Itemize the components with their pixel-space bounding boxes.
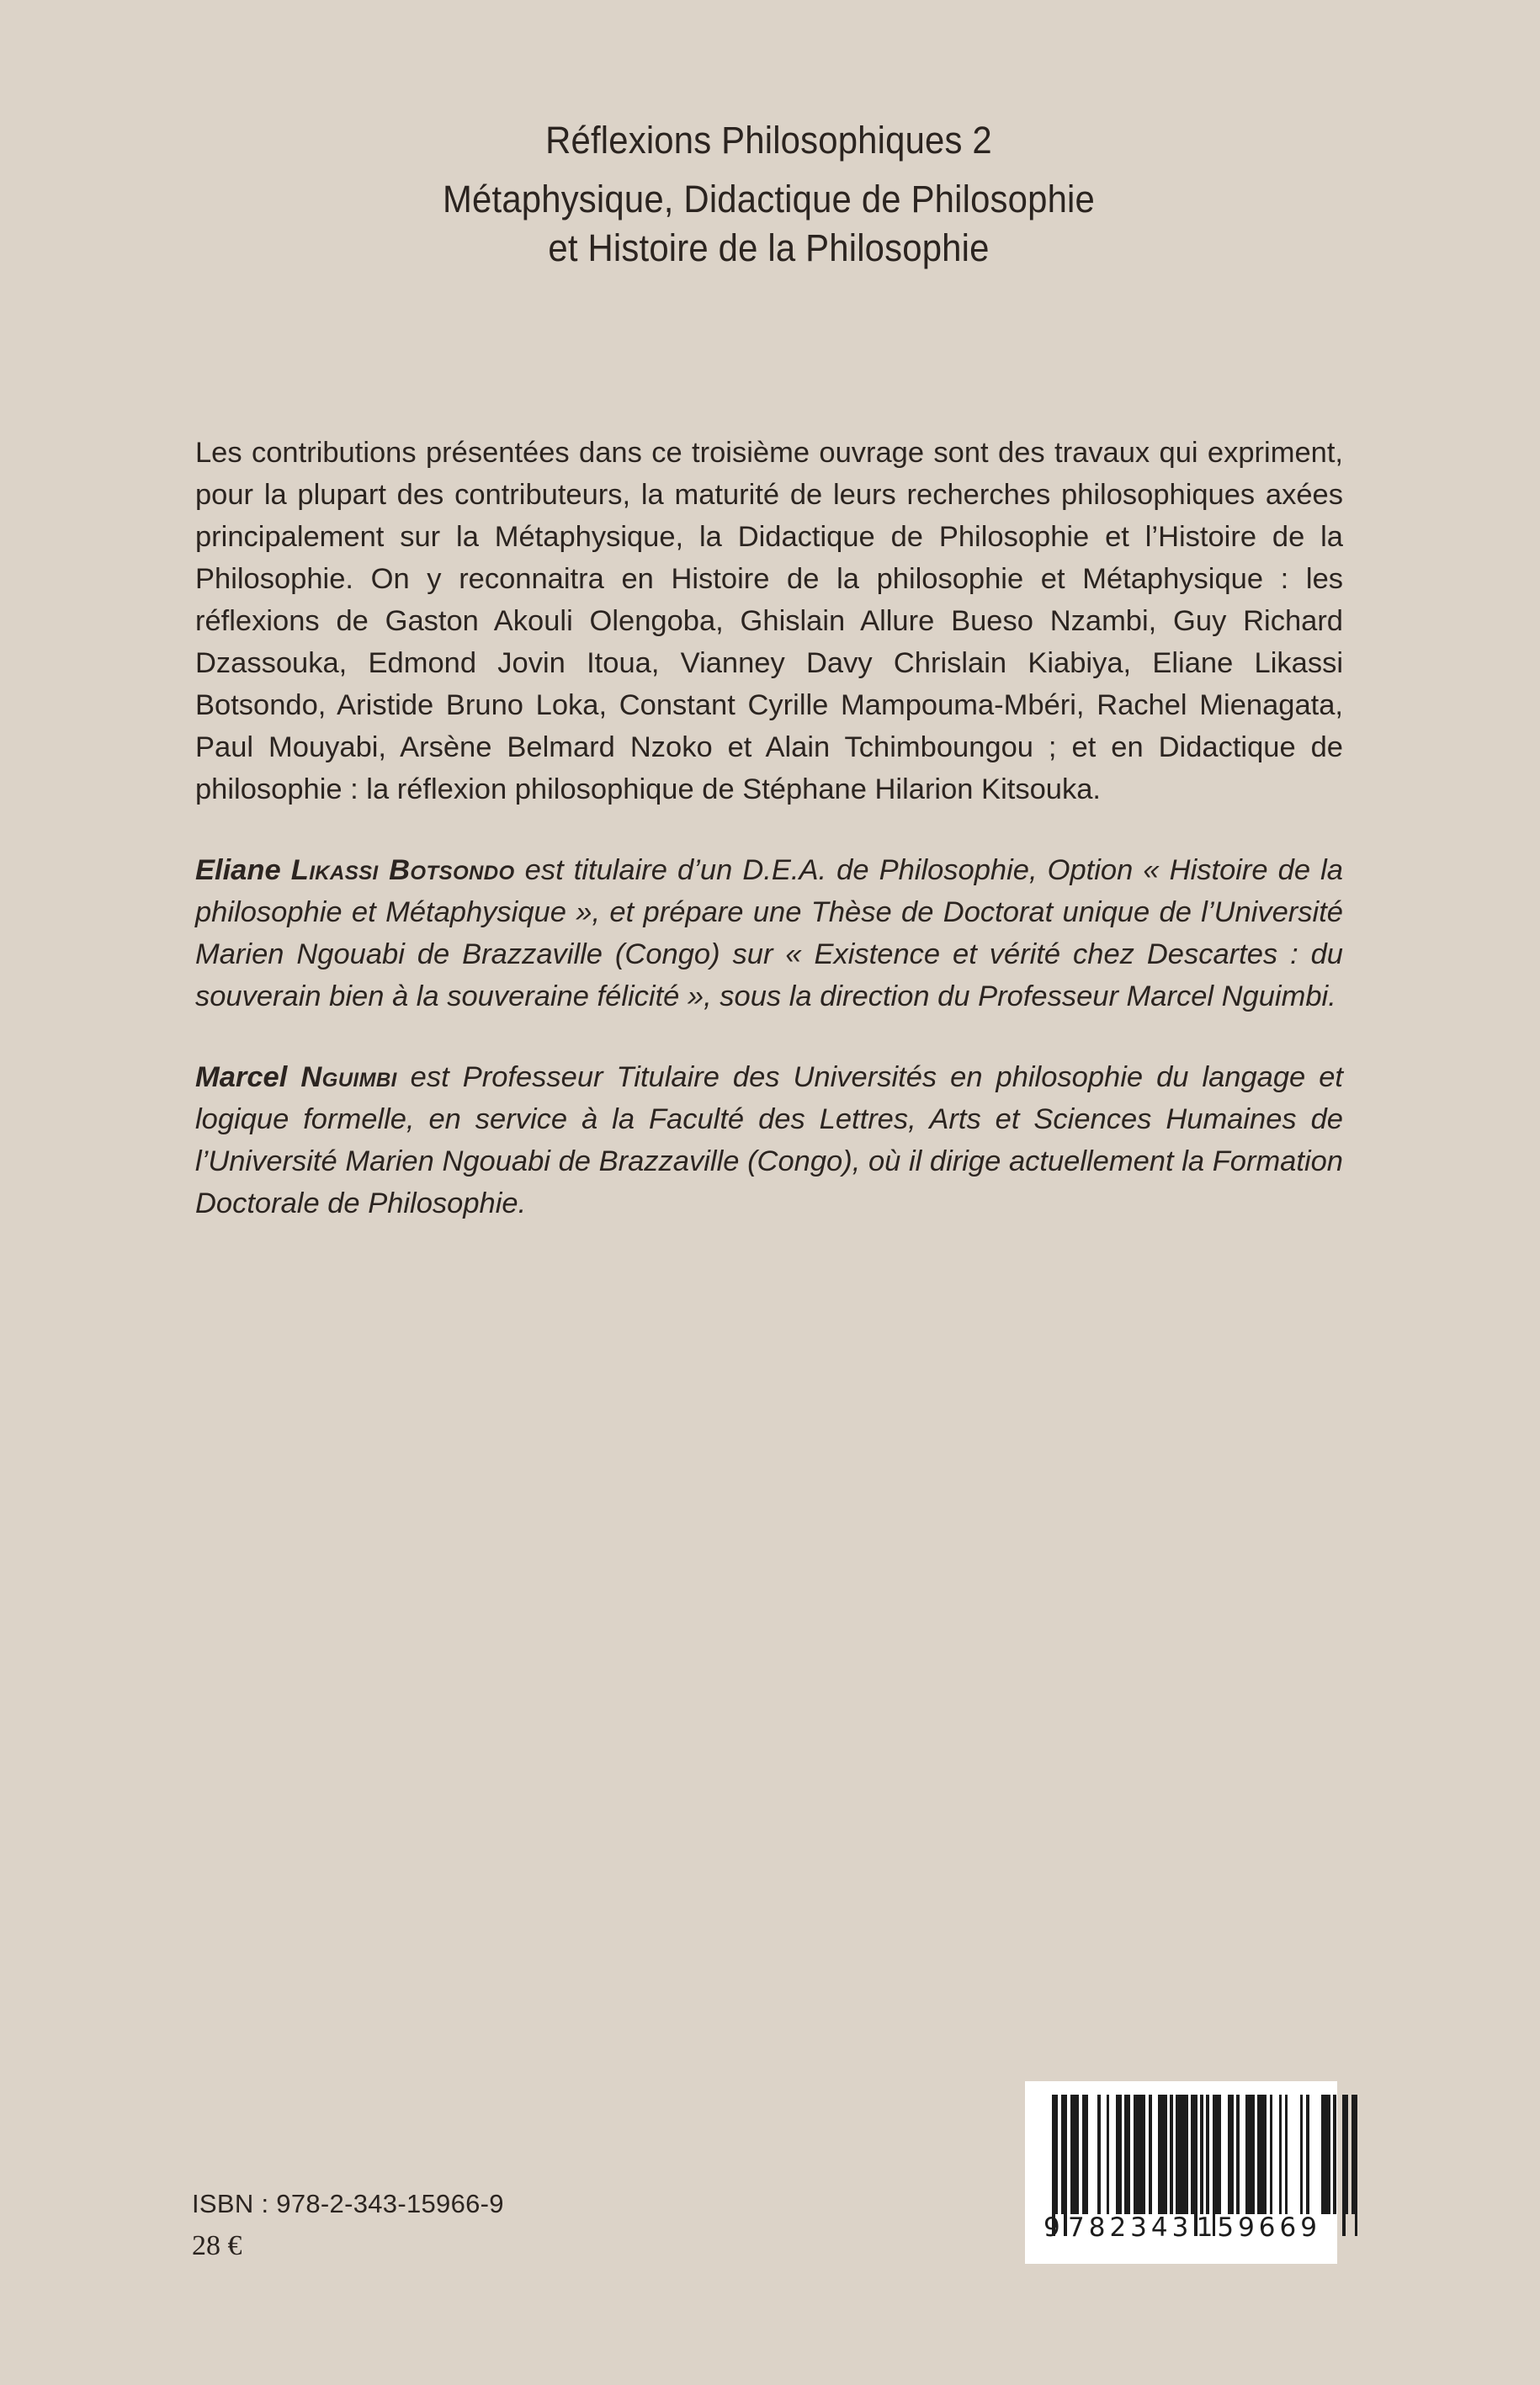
barcode-bar	[1149, 2095, 1152, 2214]
author-first-name-marcel: Marcel	[195, 1061, 301, 1093]
author-bio-text-eliane: est titulaire d’un D.E.A. de Philosophie, Option « Histoire de la philosophie et Métaphysique », et prépare une Thèse de Doctorat unique de l’Université Marien Ngouabi de Brazzaville (Congo) sur « Existence et vérité chez Descartes : du souverain bien à la souveraine félicité », sous la direction du Professeur Marcel Nguimbi.	[195, 854, 1343, 1012]
intro-paragraph: Les contributions présentées dans ce troisième ouvrage sont des travaux qui expriment, pour la plupart des contributeurs, la maturité de leurs recherches philosophiques axées principalement sur la Métaphysique, la Didactique de Philosophie et l’Histoire de la Philosophie. On y reconnaitra en Histoire de la philosophie et Métaphysique : les réflexions de Gaston Akouli Olengoba, Ghislain Allure Bueso Nzambi, Guy Richard Dzassouka, Edmond Jovin Itoua, Vianney Davy Chrislain Kiabiya, Eliane Likassi Botsondo, Aristide Bruno Loka, Constant Cyrille Mampouma-Mbéri, Rachel Mienagata, Paul Mouyabi, Arsène Belmard Nzoko et Alain Tchimboungou ; et en Didactique de philosophie : la réflexion philosophique de Stéphane Hilarion Kitsouka.	[195, 437, 1343, 805]
barcode-bar	[1236, 2095, 1240, 2214]
barcode-bar	[1200, 2095, 1203, 2214]
barcode-bar	[1355, 2095, 1358, 2236]
barcode-bar	[1116, 2095, 1122, 2214]
barcode-digits	[1043, 2212, 1321, 2243]
barcode-bar	[1097, 2095, 1101, 2214]
barcode-lead-digit: 9	[1043, 2212, 1061, 2243]
barcode-bar	[1055, 2095, 1059, 2214]
barcode-bar	[1070, 2095, 1080, 2214]
title-line-2: Métaphysique, Didactique de Philosophie	[442, 178, 1096, 220]
barcode-bar	[1245, 2095, 1255, 2214]
author-bio-marcel	[195, 1056, 1343, 1224]
body-block	[195, 432, 1343, 1224]
title-block	[195, 116, 1342, 273]
title-line-3: et Histoire de la Philosophie	[548, 226, 990, 269]
author-first-name-eliane: Eliane	[195, 854, 291, 886]
barcode-bar	[1206, 2095, 1209, 2214]
barcode-bar	[1321, 2095, 1330, 2214]
barcode-bar	[1215, 2095, 1221, 2214]
barcode-bar	[1279, 2095, 1282, 2214]
isbn-block	[192, 2185, 781, 2265]
barcode-bar	[1306, 2095, 1309, 2214]
barcode-bar	[1170, 2095, 1173, 2214]
price-text: 28 €	[192, 2230, 242, 2261]
barcode-bar	[1228, 2095, 1234, 2214]
barcode-bar	[1082, 2095, 1088, 2214]
barcode-bar	[1270, 2095, 1273, 2214]
barcode	[1025, 2081, 1337, 2264]
barcode-bar	[1134, 2095, 1145, 2214]
author-bio-eliane	[195, 849, 1343, 1017]
barcode-right-group: 159669	[1196, 2212, 1321, 2243]
barcode-bar	[1346, 2095, 1349, 2214]
barcode-bar	[1107, 2095, 1110, 2214]
author-last-name-marcel: Nguimbi	[300, 1061, 397, 1093]
barcode-left-group: 782343	[1068, 2212, 1193, 2243]
barcode-bar	[1333, 2095, 1336, 2214]
author-last-name-eliane: Likassi Botsondo	[290, 854, 515, 886]
isbn-text: ISBN : 978-2-343-15966-9	[192, 2189, 504, 2218]
barcode-bar	[1176, 2095, 1187, 2214]
barcode-bar	[1158, 2095, 1167, 2214]
author-bio-text-marcel: est Professeur Titulaire des Universités en philosophie du langage et logique formelle, en service à la Faculté des Lettres, Arts et Sciences Humaines de l’Université Marien Ngouabi de Brazzaville (Congo), où il dirige actuellement la Formation Doctorale de Philosophie.	[195, 1061, 1343, 1219]
barcode-bar	[1257, 2095, 1267, 2214]
barcode-bars	[1052, 2095, 1357, 2214]
title-line-1: Réflexions Philosophiques 2	[545, 119, 992, 162]
barcode-bar	[1124, 2095, 1130, 2214]
barcode-bar	[1300, 2095, 1304, 2214]
barcode-bar	[1285, 2095, 1288, 2214]
